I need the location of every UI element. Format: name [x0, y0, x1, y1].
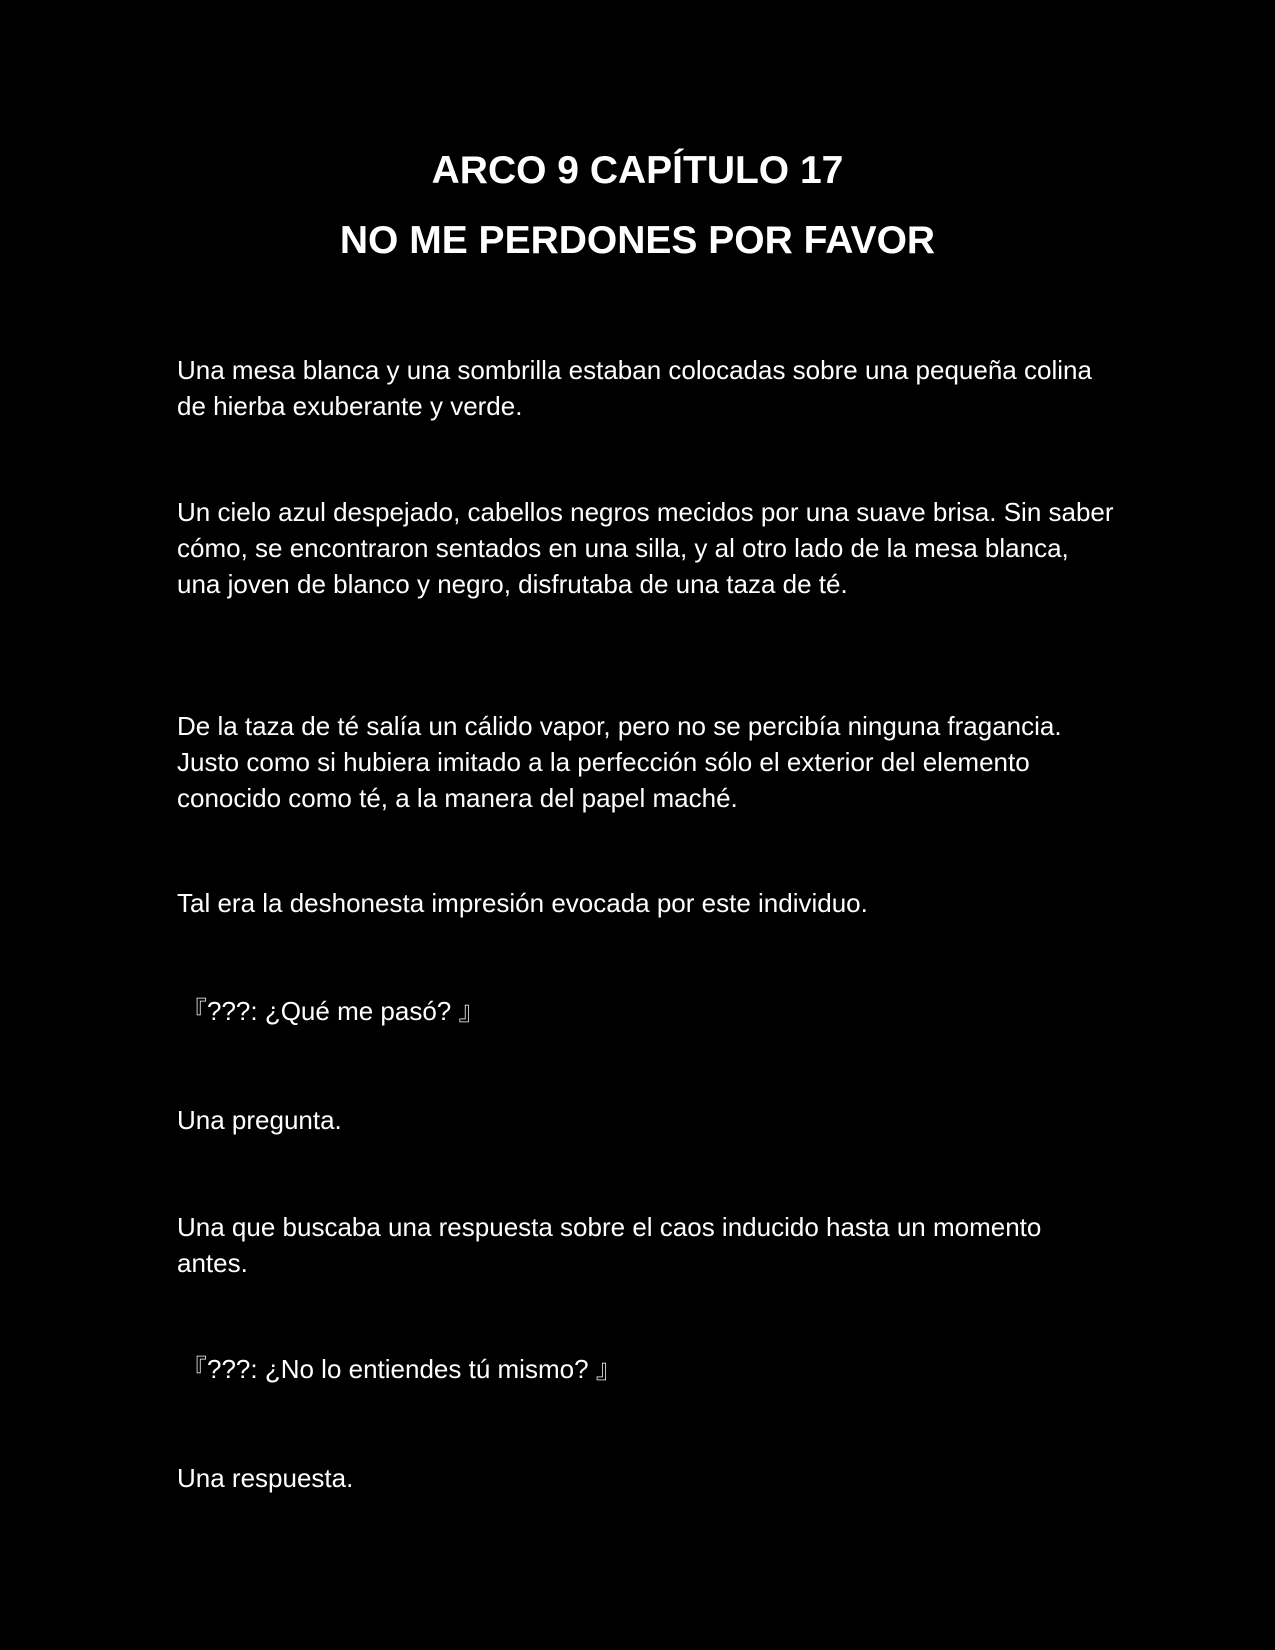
- chapter-title: NO ME PERDONES POR FAVOR: [339, 219, 936, 262]
- dialogue-line: 『???: ¿Qué me pasó? 』: [181, 996, 485, 1026]
- paragraph: Una respuesta.: [177, 1463, 354, 1493]
- paragraph: Un cielo azul despejado, cabellos negros mecidos por una suave brisa. Sin saber cómo, se encontraron sentados en una silla, y al otro lado de la mesa blanca, una joven de blanco y negro, disfrutaba de una taza de té.: [177, 497, 1114, 599]
- paragraph: Una pregunta.: [177, 1105, 342, 1135]
- paragraph: De la taza de té salía un cálido vapor, pero no se percibía ninguna fragancia. Justo como si hubiera imitado a la perfección sólo el exterior del elemento conocido como té, a la manera del papel maché.: [177, 711, 1062, 813]
- paragraph: Tal era la deshonesta impresión evocada por este individuo.: [177, 888, 868, 918]
- paragraph: Una mesa blanca y una sombrilla estaban colocadas sobre una pequeña colina de hierba exuberante y verde.: [177, 355, 1092, 421]
- paragraph: Una que buscaba una respuesta sobre el caos inducido hasta un momento antes.: [177, 1212, 1042, 1278]
- dialogue-line: 『???: ¿No lo entiendes tú mismo? 』: [181, 1354, 622, 1384]
- arc-chapter-heading: ARCO 9 CAPÍTULO 17: [431, 149, 844, 192]
